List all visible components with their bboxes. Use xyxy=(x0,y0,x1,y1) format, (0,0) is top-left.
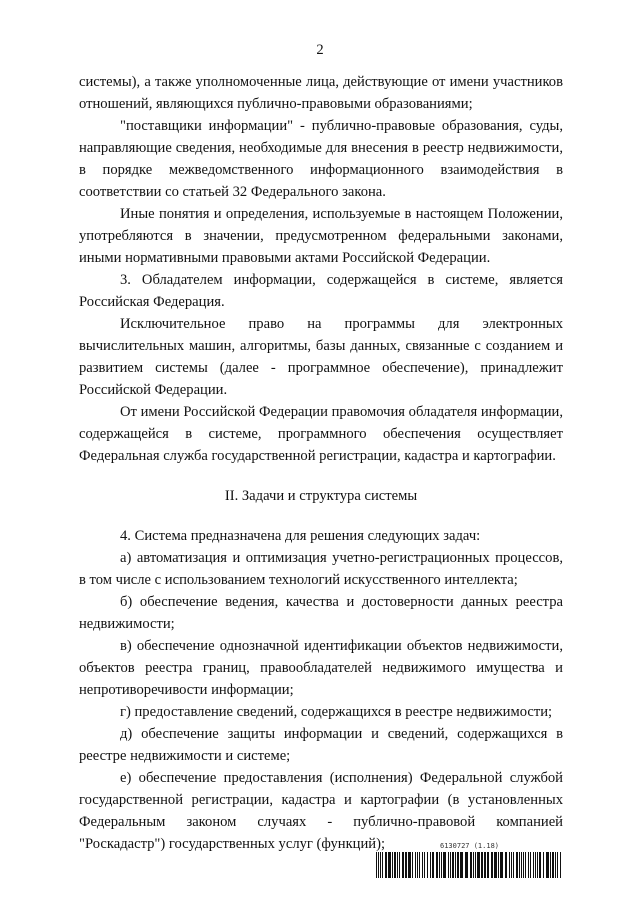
paragraph: е) обеспечение предоставления (исполнения) Федеральной службой государственной регистрации, кадастра и картографии (в установленных Федеральным законом случаях - публично-правовой компанией "Роскадастр") государственных услуг (функций); xyxy=(79,770,563,852)
paragraph: системы), а также уполномоченные лица, действующие от имени участников отношений, являющихся публично-правовыми образованиями; xyxy=(79,74,563,112)
paragraph: Исключительное право на программы для электронных вычислительных машин, алгоритмы, базы данных, связанные с созданием и развитием системы (далее - программное обеспечение), принадлежит Российской Федерации. xyxy=(79,316,563,398)
paragraph: "поставщики информации" - публично-правовые образования, суды, направляющие сведения, необходимые для внесения в реестр недвижимости, в порядке межведомственного информационного взаимодействия в соответствии со статьей 32 Федерального закона. xyxy=(79,118,563,200)
document-body xyxy=(79,71,563,855)
page-number: 2 xyxy=(316,42,324,58)
barcode-caption: 6130727 (1.18) xyxy=(440,842,500,850)
barcode-icon xyxy=(376,852,564,878)
paragraph: в) обеспечение однозначной идентификации объектов недвижимости, объектов реестра границ, правообладателей недвижимого имущества и непротиворечивости информации; xyxy=(79,638,563,698)
paragraph: д) обеспечение защиты информации и сведений, содержащихся в реестре недвижимости и системе; xyxy=(79,726,563,764)
paragraph: б) обеспечение ведения, качества и достоверности данных реестра недвижимости; xyxy=(79,594,563,632)
paragraph: г) предоставление сведений, содержащихся в реестре недвижимости; xyxy=(120,704,553,720)
paragraph: а) автоматизация и оптимизация учетно-регистрационных процессов, в том числе с использованием технологий искусственного интеллекта; xyxy=(79,550,563,588)
paragraph: От имени Российской Федерации правомочия обладателя информации, содержащейся в системе, программного обеспечения осуществляет Федеральная служба государственной регистрации, кадастра и картографии. xyxy=(79,404,563,464)
section-heading: II. Задачи и структура системы xyxy=(224,488,418,504)
paragraph: 4. Система предназначена для решения следующих задач: xyxy=(120,528,481,544)
paragraph: 3. Обладателем информации, содержащейся в системе, является Российская Федерация. xyxy=(79,272,563,310)
paragraph: Иные понятия и определения, используемые в настоящем Положении, употребляются в значении, предусмотренном федеральными законами, иными нормативными правовыми актами Российской Федерации. xyxy=(79,206,563,266)
